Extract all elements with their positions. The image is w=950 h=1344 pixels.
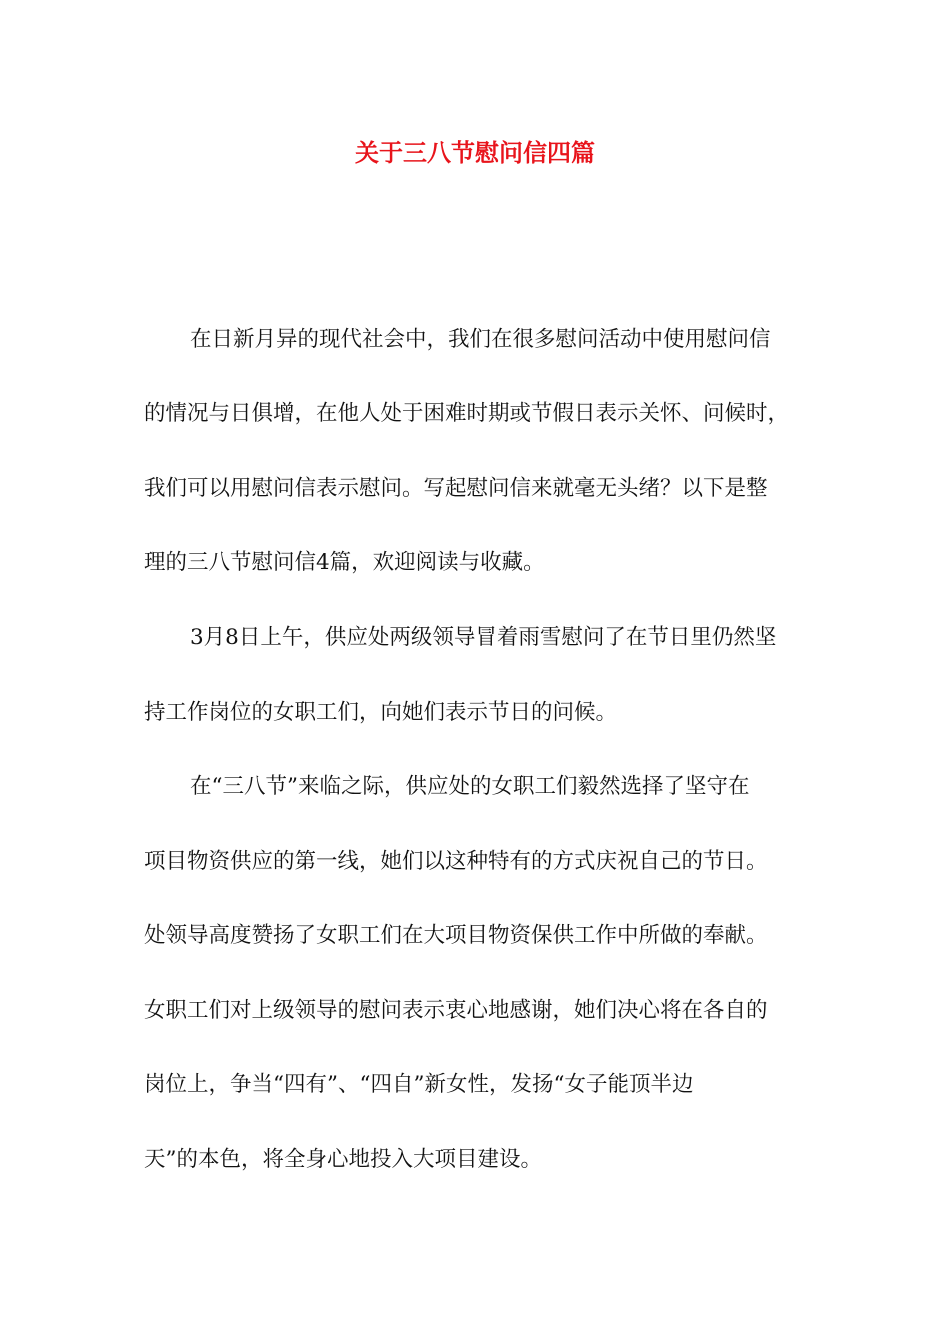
paragraph-1-line-2: 的情况与日俱增，在他人处于困难时期或节假日表示关怀、问候时， xyxy=(144,401,790,426)
paragraph-1-line-1: 在日新月异的现代社会中，我们在很多慰问活动中使用慰问信 xyxy=(190,327,771,352)
paragraph-3-line-2: 项目物资供应的第一线，她们以这种特有的方式庆祝自己的节日。 xyxy=(144,849,768,874)
paragraph-2-line-1: 3月8日上午，供应处两级领导冒着雨雪慰问了在节日里仍然坚 xyxy=(190,625,777,650)
document-body xyxy=(144,0,814,1344)
paragraph-3-line-5: 岗位上，争当“四有”、“四自”新女性，发扬“女子能顶半边 xyxy=(144,1072,694,1097)
paragraph-2-line-2: 持工作岗位的女职工们，向她们表示节日的问候。 xyxy=(144,700,618,725)
paragraph-3-line-1: 在“三八节”来临之际，供应处的女职工们毅然选择了坚守在 xyxy=(190,774,750,799)
paragraph-3-line-3: 处领导高度赞扬了女职工们在大项目物资保供工作中所做的奉献。 xyxy=(144,923,768,948)
paragraph-1-line-4: 理的三八节慰问信4篇，欢迎阅读与收藏。 xyxy=(144,550,545,575)
paragraph-1-line-3: 我们可以用慰问信表示慰问。写起慰问信来就毫无头绪？以下是整 xyxy=(144,476,768,501)
document-title: 关于三八节慰问信四篇 xyxy=(355,138,595,167)
paragraph-3-line-4: 女职工们对上级领导的慰问表示衷心地感谢，她们决心将在各自的 xyxy=(144,998,768,1023)
paragraph-3-line-6: 天”的本色，将全身心地投入大项目建设。 xyxy=(144,1147,542,1172)
